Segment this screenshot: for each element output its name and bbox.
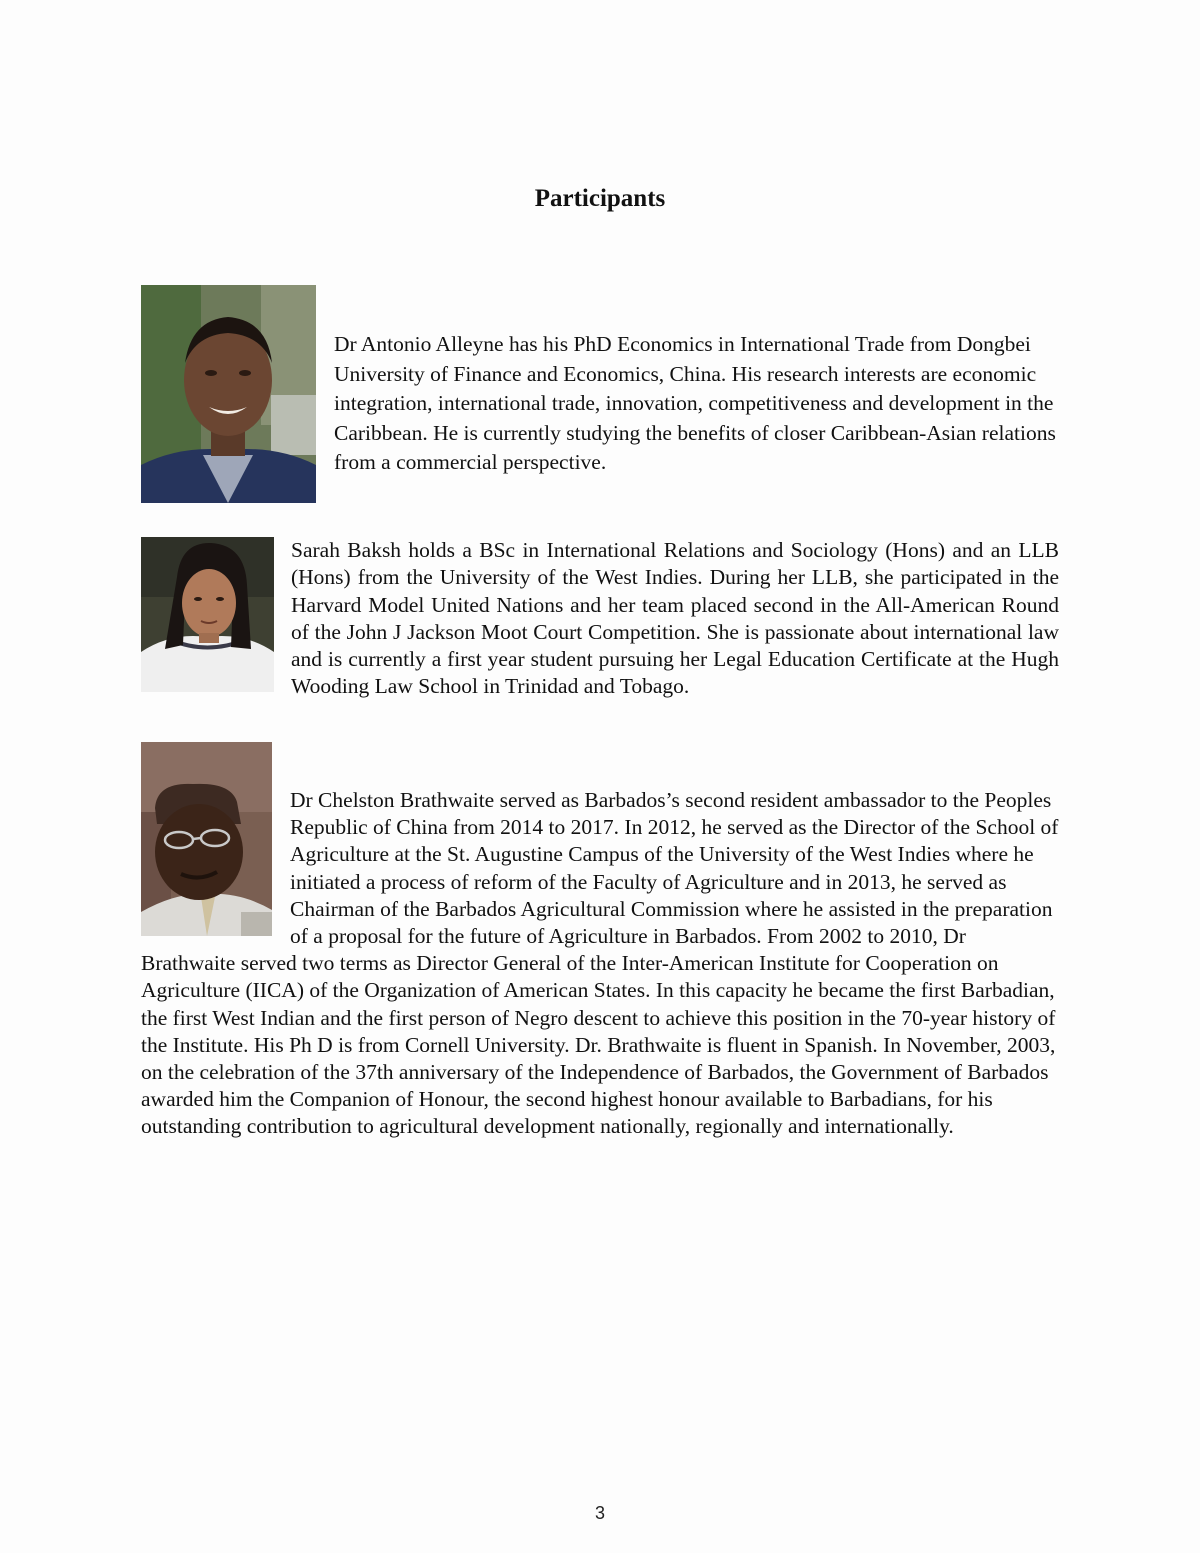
page-number: 3 — [594, 1503, 605, 1523]
bio-text: Sarah Baksh holds a BSc in International Relations and Sociology (Hons) and an LLB (Hons) from the University of the West Indies. During her LLB, she participated in the Harvard Model United Nations and her team placed second in the All-American Round of the John J Jackson Moot Court Competition. She is passionate about international law and is currently a first year student pursuing her Legal Education Certificate at the Hugh Wooding Law School in Trinidad and Tobago. — [291, 538, 1059, 699]
portrait-photo-icon — [141, 537, 274, 692]
participant-bio-2 — [141, 537, 1059, 701]
portrait-photo-icon — [141, 742, 272, 936]
participant-bio-3 — [141, 742, 1059, 1141]
bio-text: Dr Chelston Brathwaite served as Barbados’s second resident ambassador to the Peoples Republic of China from 2014 to 2017. In 2012, he served as the Director of the School of Agriculture at the St. Augustine Campus of the University of the West Indies where he initiated a process of reform of the Faculty of Agriculture and in 2013, he served as Chairman of the Barbados Agricultural Commission where he assisted in the preparation of a proposal for the future of Agriculture in Barbados. From 2002 to 2010, Dr Brathwaite served two terms as Director General of the Inter-American Institute for Cooperation on Agriculture (IICA) of the Organization of American States. In this capacity he became the first Barbadian, the first West Indian and the first person of Negro descent to achieve this position in the 70-year history of the Institute. His Ph D is from Cornell University. Dr. Brathwaite is fluent in Spanish. In November, 2003, on the celebration of the 37th anniversary of the Independence of Barbados, the Government of Barbados awarded him the Companion of Honour, the second highest honour available to Barbadians, for his outstanding contribution to agricultural development nationally, regionally and internationally. — [141, 788, 1059, 1139]
participant-bio-1 — [141, 285, 1059, 503]
page-title: Participants — [534, 185, 666, 212]
bio-text: Dr Antonio Alleyne has his PhD Economics in International Trade from Dongbei University of Finance and Economics, China. His research interests are economic integration, international trade, innovation, competitiveness and development in the Caribbean. He is currently studying the benefits of closer Caribbean-Asian relations from a commercial perspective. — [334, 332, 1056, 474]
portrait-photo-icon — [141, 285, 316, 503]
